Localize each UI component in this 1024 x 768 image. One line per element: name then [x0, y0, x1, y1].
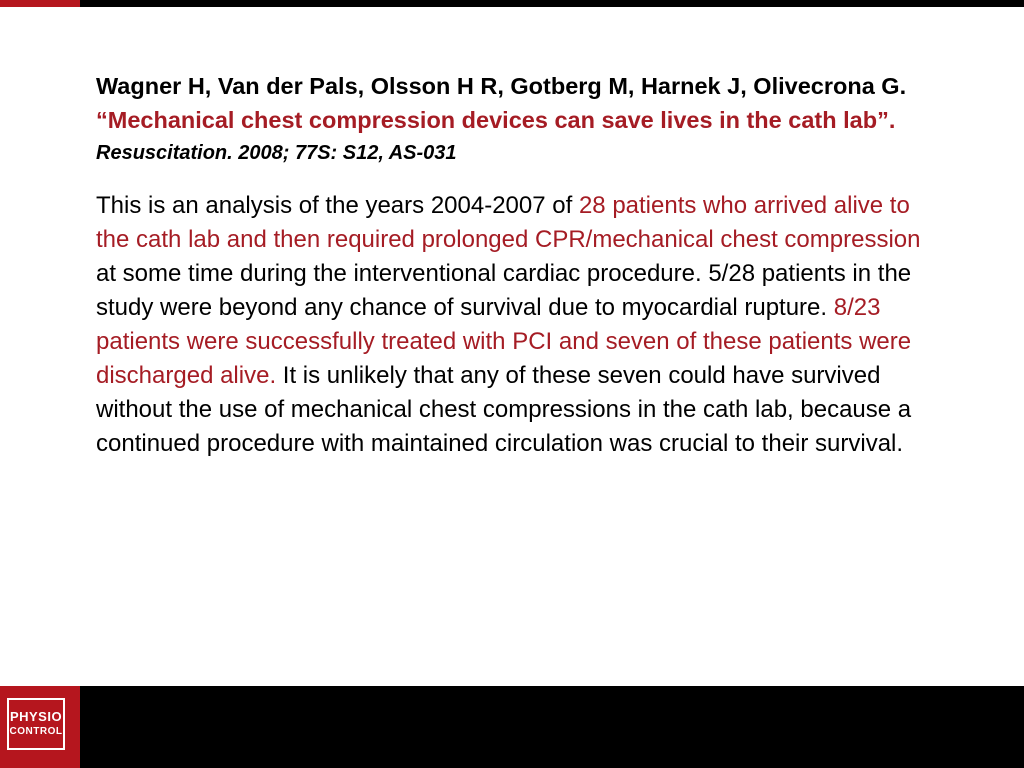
summary-text-2: at some time during the interventional cardiac procedure. 5/28 patients in the study were beyond any chance of survival due to myocardial rupture.: [96, 260, 912, 321]
summary-highlight-2: 8/23 patients were successfully treated with PCI and seven of these patients were discharged alive.: [96, 294, 912, 389]
physio-control-logo: [0, 686, 80, 768]
summary-text-3: It is unlikely that any of these seven could have survived without the use of mechanical chest compressions in the cath lab, because a continued procedure with maintained circulation was crucial to their survival.: [96, 362, 912, 457]
citation-title: “Mechanical chest compression devices can save lives in the cath lab”.: [96, 107, 896, 133]
citation-authors: Wagner H, Van der Pals, Olsson H R, Gotberg M, Harnek J, Olivecrona G.: [96, 73, 907, 99]
citation: [96, 69, 946, 137]
logo-line-1: PHYSIO: [9, 709, 63, 724]
summary-highlight-1: 28 patients who arrived alive to the cath lab and then required prolonged CPR/mechanical chest compression: [96, 192, 921, 253]
bottom-bar: [0, 686, 1024, 768]
top-bar-accent: [0, 0, 80, 7]
logo-frame: [7, 698, 65, 750]
top-bar: [0, 0, 1024, 7]
slide-content: [96, 69, 946, 461]
summary-paragraph: [96, 189, 946, 461]
summary-text-1: This is an analysis of the years 2004-2007 of: [96, 192, 579, 219]
citation-journal: Resuscitation. 2008; 77S: S12, AS-031: [96, 142, 457, 164]
logo-line-2: CONTROL: [9, 726, 63, 737]
